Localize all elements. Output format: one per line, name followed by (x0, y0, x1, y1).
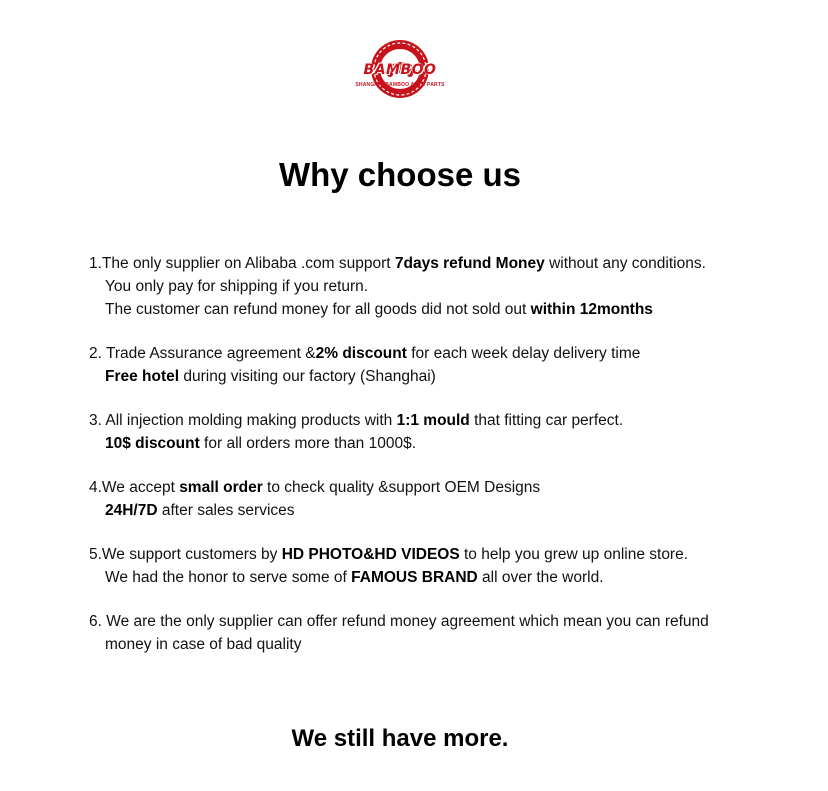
body-text: 1.The only supplier on Alibaba .com support (89, 255, 395, 272)
reason-line (89, 476, 789, 499)
body-text: to help you grew up online store. (459, 546, 689, 563)
body-text: all over the world. (477, 569, 604, 586)
reason-line (89, 633, 789, 656)
body-text: for each week delay delivery time (406, 345, 641, 362)
reason-item (89, 610, 789, 656)
reason-line (89, 342, 789, 365)
body-text: The customer can refund money for all goods did not sold out (105, 301, 531, 318)
body-text: You only pay for shipping if you return. (105, 278, 369, 295)
reason-item (89, 409, 789, 455)
page-title: Why choose us (278, 156, 522, 193)
highlight-text: within 12months (530, 301, 653, 318)
footer-tagline: We still have more. (291, 725, 509, 752)
reason-item (89, 543, 789, 589)
body-text: We had the honor to serve some of (105, 569, 352, 586)
reason-line (89, 499, 789, 522)
reason-line (89, 432, 789, 455)
highlight-text: HD PHOTO&HD VIDEOS (281, 546, 460, 563)
reason-line (89, 610, 789, 633)
highlight-text: small order (179, 479, 263, 496)
reason-line (89, 543, 789, 566)
body-text: to check quality &support OEM Designs (262, 479, 541, 496)
reason-line (89, 409, 789, 432)
body-text: 4.We accept (89, 479, 180, 496)
body-text: 3. All injection molding making products with (89, 412, 397, 429)
body-text: that fitting car perfect. (469, 412, 624, 429)
body-text: after sales services (157, 502, 295, 519)
body-text: 5.We support customers by (89, 546, 282, 563)
logo-wordmark: BAMBOO (363, 62, 437, 78)
highlight-text: Free hotel (105, 368, 180, 385)
highlight-text: 2% discount (315, 345, 407, 362)
reason-line (89, 275, 789, 298)
reason-item (89, 476, 789, 522)
reasons-list (89, 252, 789, 677)
highlight-text: 7days refund Money (394, 255, 545, 272)
body-text: for all orders more than 1000$. (199, 435, 417, 452)
reason-item (89, 252, 789, 321)
highlight-text: 1:1 mould (396, 412, 470, 429)
body-text: 2. Trade Assurance agreement & (89, 345, 316, 362)
body-text: during visiting our factory (Shanghai) (179, 368, 436, 385)
body-text: money in case of bad quality (105, 636, 302, 653)
reason-line (89, 298, 789, 321)
body-text: without any conditions. (544, 255, 706, 272)
reason-line (89, 566, 789, 589)
highlight-text: 24H/7D (105, 502, 158, 519)
reason-item (89, 342, 789, 388)
highlight-text: FAMOUS BRAND (351, 569, 478, 586)
highlight-text: 10$ discount (105, 435, 200, 452)
reason-line (89, 252, 789, 275)
reason-line (89, 365, 789, 388)
logo-tagline: SHANGHAI BAMBOO AUTO PARTS (355, 82, 445, 88)
body-text: 6. We are the only supplier can offer refund money agreement which mean you can refund (89, 613, 709, 630)
